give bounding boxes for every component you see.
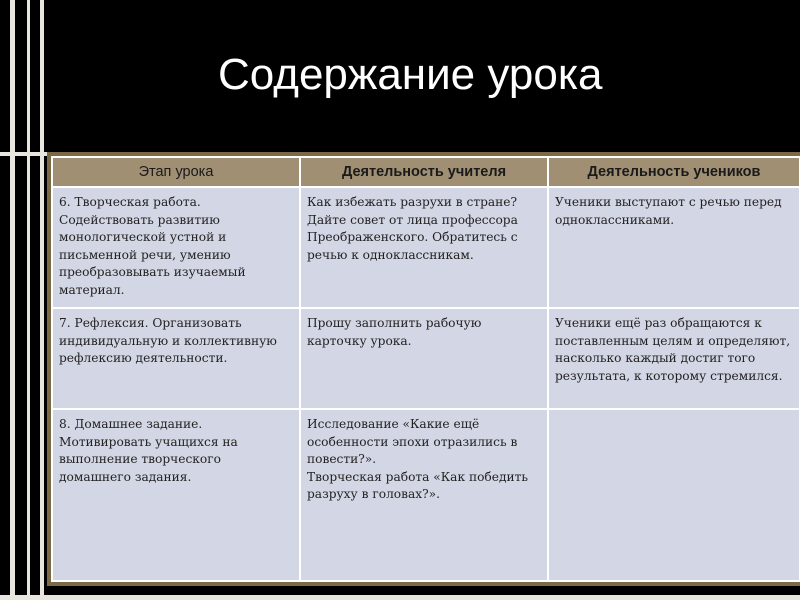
lesson-table-frame: [47, 152, 800, 586]
column-header-teacher: Деятельность учителя: [300, 157, 548, 187]
decor-line-vertical: [10, 0, 15, 600]
decor-line-vertical: [27, 0, 30, 600]
decor-line-horizontal: [0, 595, 800, 600]
table-header-row: [52, 157, 800, 187]
table-cell: 8. Домашнее задание. Мотивировать учащихся на выполнение творческого домашнего задания.: [52, 409, 300, 581]
table-cell: Исследование «Какие ещё особенности эпохи отразились в повести?». Творческая работа «Как победить разруху в головах?».: [300, 409, 548, 581]
table-cell: Ученики выступают с речью перед одноклассниками.: [548, 187, 800, 308]
table-row: [52, 187, 800, 308]
table-cell: [548, 409, 800, 581]
lesson-table: [51, 156, 800, 582]
table-cell: 6. Творческая работа. Содействовать развитию монологической устной и письменной речи, умению преобразовывать изучаемый материал.: [52, 187, 300, 308]
decor-line-vertical: [40, 0, 44, 600]
table-cell: Как избежать разрухи в стране? Дайте совет от лица профессора Преображенского. Обратитесь с речью к одноклассникам.: [300, 187, 548, 308]
column-header-students: Деятельность учеников: [548, 157, 800, 187]
table-cell: Ученики ещё раз обращаются к поставленным целям и определяют, насколько каждый достиг того результата, к которому стремился.: [548, 308, 800, 409]
slide-title: Содержание урока: [218, 50, 603, 99]
table-cell: 7. Рефлексия. Организовать индивидуальную и коллективную рефлексию деятельности.: [52, 308, 300, 409]
column-header-stage: Этап урока: [52, 157, 300, 187]
table-row: [52, 308, 800, 409]
table-cell: Прошу заполнить рабочую карточку урока.: [300, 308, 548, 409]
table-row: [52, 409, 800, 581]
